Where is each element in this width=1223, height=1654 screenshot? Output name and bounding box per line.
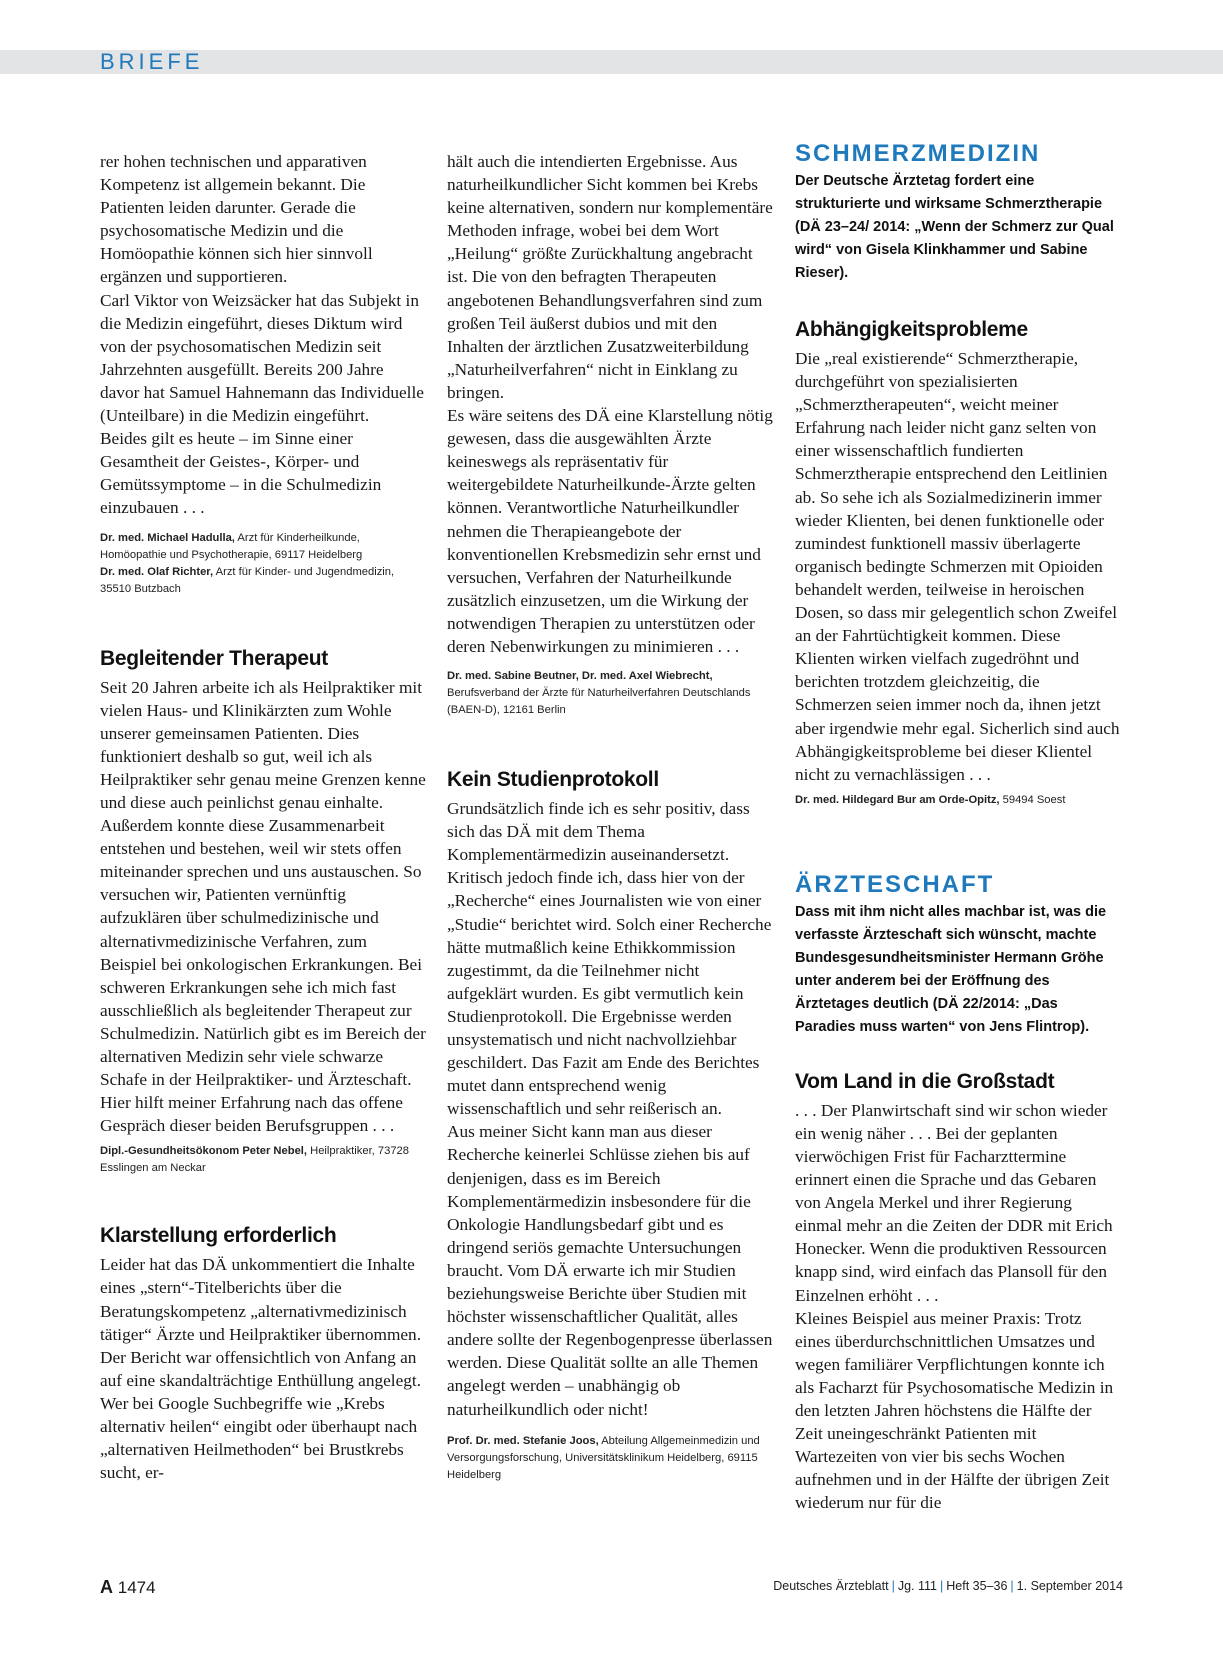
signature-detail: Berufsverband der Ärzte für Naturheilverfahren Deutschlands (BAEN-D), 12161 Berlin — [447, 687, 751, 717]
category-title: ÄRZTESCHAFT — [795, 870, 995, 898]
paragraph: Kleines Beispiel aus meiner Praxis: Trotz eines überdurchschnittlichen Umsatzes und wegen familiärer Verpflichtungen konnte ich als Facharzt für Psychosomatische Medizin in den letzten Jahren höchstens die Hälfte der Zeit uneingeschränkt Patienten mit Wartezeiten von vier bis sechs Wochen aufnehmen und in der Hälfte der übrigen Zeit wiederum nur für die — [795, 1308, 1114, 1513]
publication-name: Deutsches Ärzteblatt — [773, 1579, 889, 1593]
issue: Heft 35–36 — [946, 1579, 1008, 1593]
page-number-value: 1474 — [117, 1578, 156, 1597]
paragraph: Grundsätzlich finde ich es sehr positiv, dass sich das DÄ mit dem Thema Komplementärmedizin auseinandersetzt. Kritisch jedoch finde ich, dass hier von der „Recherche“ eines Journalisten wie von einer „Studie“ berichtet wird. Solch einer Recherche hätte mutmaßlich keine Ethikkommission zugestimmt, da die Teilnehmer nicht aufgeklärt wurden. Es gibt vermutlich kein Studienprotokoll. Die Ergebnisse werden unsystematisch und nicht nachvollziehbar geschildert. Das Fazit am Ende des Berichtes mutet dann entsprechend wenig wissenschaftlich und sehr reißerisch an. — [447, 799, 772, 1119]
separator: | — [891, 1579, 895, 1593]
page-footer — [100, 1577, 1123, 1599]
paragraph: hält auch die intendierten Ergebnisse. Aus naturheilkundlicher Sicht kommen bei Krebs keine alternativen, sondern nur komplementäre Methoden infrage, wobei bei dem Wort „Heilung“ größte Zurückhaltung angebracht ist. Die von den befragten Therapeuten angebotenen Behandlungsverfahren sind zum großen Teil äußerst dubios und mit den Inhalten der ärztlichen Zusatzweiterbildung „Naturheilverfahren“ nicht in Einklang zu bringen. — [447, 152, 773, 402]
paragraph: Die „real existierende“ Schmerztherapie, durchgeführt von spezialisierten „Schmerztherapeuten“, weicht meiner Erfahrung nach leider nicht ganz selten von einer wissenschaftlich fundierten Schmerztherapie entsprechend den Leitlinien ab. So sehe ich als Sozialmedizinerin immer wieder Klienten, bei denen funktionelle oder zumindest funktionell massiv überlagerte organisch bedingte Schmerzen mit Opioiden behandelt werden, teilweise in heroischen Dosen, so dass mir gelegentlich schon Zweifel an der Fahrtüchtigkeit kommen. Diese Klienten wirken vielfach zugedröhnt und berichten trotzdem gleichzeitig, die Schmerzen seien immer noch da, ihnen jetzt aber irgendwie mehr egal. Sicherlich sind auch Abhängigkeitsprobleme bei dieser Klientel nicht zu vernachlässigen . . . — [795, 349, 1120, 784]
signature — [447, 668, 773, 719]
letter-title: Abhängigkeitsprobleme — [795, 318, 1028, 341]
signature-name: Prof. Dr. med. Stefanie Joos, — [447, 1434, 599, 1447]
letter-continuation — [447, 150, 773, 658]
signature — [100, 530, 426, 564]
letter-title: Vom Land in die Großstadt — [795, 1069, 1055, 1093]
signature-detail: Abteilung Allgemeinmedizin und Versorgungsforschung, Universitätsklinikum Heidelberg, 69115 Heidelberg — [447, 1434, 760, 1481]
page-prefix: A — [100, 1577, 113, 1597]
paragraph: Aus meiner Sicht kann man aus dieser Recherche keinerlei Schlüsse ziehen bis auf denjenigen, dass es im Bereich Komplementärmedizin insbesondere für die Onkologie Handlungsbedarf gibt und es dringend seriös gemachte Untersuchungen braucht. Vom DÄ erwarte ich mir Studien beziehungsweise Berichte über Studien mit höchster wissenschaftlicher Qualität, alles andere sollte der Regenbogenpresse überlassen werden. Diese Qualität sollte an alle Themen angelegt werden – unabhängig ob naturheilkundlich oder nicht! — [447, 1122, 773, 1419]
signature-name: Dr. med. Michael Hadulla, — [100, 531, 235, 544]
signature-name: Dr. med. Sabine Beutner, Dr. med. Axel Wiebrecht, — [447, 670, 713, 683]
column-3 — [795, 140, 1120, 1514]
letter-body — [795, 1099, 1120, 1515]
paragraph: Leider hat das DÄ unkommentiert die Inhalte eines „stern“-Titelberichts über die Beratungskompetenz „alternativmedizinisch tätiger“ Ärzte und Heilpraktiker übernommen. Der Bericht war offensichtlich von Anfang an auf eine skandalträchtige Enthüllung angelegt. Wer bei Google Suchbegriffe wie „Krebs alternativ heilen“ eingibt oder überhaupt nach „alternativen Heilmethoden“ bei Brustkrebs sucht, er- — [100, 1255, 422, 1483]
letter-title: Begleitender Therapeut — [100, 646, 328, 670]
signature-name: Dr. med. Olaf Richter, — [100, 565, 214, 578]
paragraph: Beides gilt es heute – im Sinne einer Gesamtheit der Geistes-, Körper- und Gemütssymptome – in die Schulmedizin einzubauen . . . — [100, 429, 382, 518]
letter-body — [100, 1253, 426, 1484]
letter-body — [447, 797, 773, 1421]
signature — [795, 792, 1120, 809]
letter-body — [795, 347, 1120, 786]
letter-title: Kein Studienprotokoll — [447, 768, 659, 792]
volume: Jg. 111 — [897, 1579, 937, 1593]
date: 1. September 2014 — [1016, 1579, 1123, 1593]
letter-title: Klarstellung erforderlich — [100, 1224, 337, 1248]
signature — [100, 564, 426, 598]
signature-name: Dr. med. Hildegard Bur am Orde-Opitz, — [795, 793, 1000, 806]
paragraph: Es wäre seitens des DÄ eine Klarstellung nötig gewesen, dass die ausgewählten Ärzte keineswegs als repräsentativ für weitergebildete Naturheilkunde-Ärzte gelten können. Verantwortliche Naturheilkundler nehmen die Therapieangebote der konventionellen Krebsmedizin sehr ernst und versuchen, Verfahren der Naturheilkunde zusätzlich einzusetzen, um die Wirkung der notwendigen Therapien zu unterstützen oder deren Nebenwirkungen zu minimieren . . . — [447, 406, 773, 656]
letter-body — [100, 676, 426, 1138]
paragraph: Carl Viktor von Weizsäcker hat das Subjekt in die Medizin eingeführt, dieses Diktum wird von der psychosomatischen Medizin seit Jahrzehnten ausgefüllt. Bereits 200 Jahre davor hat Samuel Hahnemann das Individuelle (Unteilbare) in die Medizin eingeführt. — [100, 290, 424, 426]
separator: | — [1010, 1579, 1014, 1593]
separator: | — [940, 1579, 944, 1593]
category-title: SCHMERZMEDIZIN — [795, 140, 1041, 167]
signature — [100, 1143, 426, 1177]
signature — [447, 1433, 773, 1484]
page-number — [100, 1577, 156, 1598]
letter-continuation — [100, 150, 426, 520]
column-2 — [447, 150, 773, 1484]
category-intro: Dass mit ihm nicht alles machbar ist, was die verfasste Ärzteschaft sich wünscht, machte Bundesgesundheitsminister Hermann Gröhe unter anderem bei der Eröffnung des Ärztetages deutlich (DÄ 22/2014: „Das Paradies muss warten“ von Jens Flintrop). — [795, 903, 1107, 1035]
publication-info — [773, 1579, 1123, 1593]
category-intro: Der Deutsche Ärztetag fordert eine strukturierte und wirksame Schmerztherapie (DÄ 23–24/ 2014: „Wenn der Schmerz zur Qual wird“ von Gisela Klinkhammer und Sabine Rieser). — [795, 173, 1114, 281]
paragraph: rer hohen technischen und apparativen Kompetenz ist allgemein bekannt. Die Patienten leiden darunter. Gerade die psychosomatische Medizin und die Homöopathie können sich hier sinnvoll ergänzen und supportieren. — [100, 152, 373, 287]
paragraph: . . . Der Planwirtschaft sind wir schon wieder ein wenig näher . . . Bei der geplanten vierwöchigen Frist für Facharzttermine erinnert einen die Sprache und das Gebaren von Angela Merkel und ihrer Regierung einmal mehr an die Zeiten der DDR mit Erich Honecker. Wenn die produktiven Ressourcen knapp sind, wird einfach das Plansoll für den Einzelnen erhöht . . . — [795, 1100, 1113, 1305]
column-1 — [100, 150, 426, 1484]
signature-detail: Arzt für Kinderheilkunde, Homöopathie und Psychotherapie, 69117 Heidelberg — [100, 531, 363, 561]
signature-detail: Heilpraktiker, 73728 Esslingen am Neckar — [100, 1145, 410, 1175]
signature-detail: Arzt für Kinder- und Jugendmedizin, 35510 Butzbach — [100, 565, 395, 595]
signature-detail: 59494 Soest — [999, 793, 1066, 806]
paragraph: Seit 20 Jahren arbeite ich als Heilpraktiker mit vielen Haus- und Klinikärzten zum Wohle unserer gemeinsamen Patienten. Dies funktioniert deshalb so gut, weil ich als Heilpraktiker sehr genau meine Grenzen kenne und diese auch peinlichst genau einhalte. Außerdem konnte diese Zusammenarbeit entstehen und bestehen, weil wir stets offen miteinander sprechen und uns austauschen. So versuchen wir, Patienten vernünftig aufzuklären über schulmedizinische und alternativmedizinische Verfahren, zum Beispiel bei onkologischen Erkrankungen. Bei schweren Erkrankungen sehe ich mich fast ausschließlich als begleitender Therapeut zur Schulmedizin. Natürlich gibt es im Bereich der alternativen Medizin sehr viele schwarze Schafe in der Heilpraktiker- und Ärzteschaft. Hier hilft meiner Erfahrung nach das offene Gespräch dieser beiden Berufsgruppen . . . — [100, 677, 426, 1136]
section-label: BRIEFE — [100, 49, 204, 74]
signature-name: Dipl.-Gesundheitsökonom Peter Nebel, — [100, 1145, 308, 1158]
